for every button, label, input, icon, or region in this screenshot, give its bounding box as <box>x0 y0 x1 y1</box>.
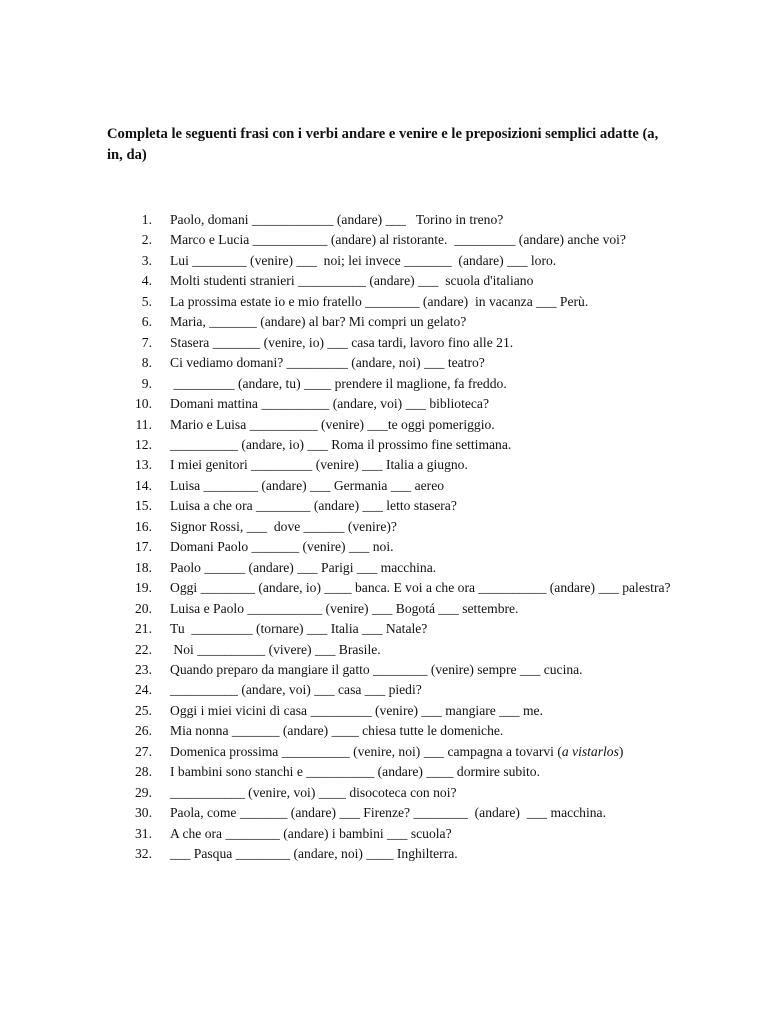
exercise-sentence-text: I bambini sono stanchi e __________ (andare) ____ dormire subito. <box>170 764 540 780</box>
exercise-number: 26. <box>135 723 152 739</box>
exercise-item <box>118 844 678 864</box>
exercise-list <box>118 210 678 865</box>
exercise-item <box>118 476 678 496</box>
exercise-sentence <box>170 558 678 578</box>
exercise-item <box>118 271 678 291</box>
exercise-item <box>118 292 678 312</box>
exercise-sentence-text: _________ (andare, tu) ____ prendere il maglione, fa freddo. <box>170 375 507 391</box>
exercise-sentence <box>170 496 678 516</box>
exercise-sentence-text: Oggi ________ (andare, io) ____ banca. E voi a che ora __________ (andare) ___ palestra? <box>170 580 671 596</box>
exercise-sentence <box>170 844 678 864</box>
exercise-sentence-text: Luisa ________ (andare) ___ Germania ___ aereo <box>170 477 445 493</box>
exercise-item <box>118 312 678 332</box>
exercise-sentence-text: Paolo, domani ____________ (andare) ___ Torino in treno? <box>170 212 504 227</box>
exercise-number: 1. <box>141 212 152 227</box>
exercise-sentence-text: Domani mattina __________ (andare, voi) ___ biblioteca? <box>170 396 489 412</box>
exercise-number: 5. <box>141 293 152 309</box>
exercise-sentence <box>170 353 678 373</box>
exercise-sentence <box>170 701 678 721</box>
exercise-item <box>118 333 678 353</box>
exercise-sentence <box>170 210 678 230</box>
exercise-sentence-end: ) <box>618 743 624 759</box>
exercise-number: 30. <box>135 805 152 821</box>
exercise-number: 19. <box>135 580 152 596</box>
exercise-number: 10. <box>135 396 152 412</box>
exercise-sentence-text: A che ora ________ (andare) i bambini ___ scuola? <box>170 825 452 841</box>
exercise-number: 13. <box>135 457 152 473</box>
exercise-sentence-text: __________ (andare, voi) ___ casa ___ piedi? <box>170 682 422 698</box>
exercise-sentence-text: Luisa e Paolo ___________ (venire) ___ Bogotá ___ settembre. <box>170 600 519 616</box>
exercise-number: 25. <box>135 702 152 718</box>
exercise-item <box>118 599 678 619</box>
exercise-sentence <box>170 374 678 394</box>
exercise-number: 11. <box>135 416 152 432</box>
exercise-sentence-text: I miei genitori _________ (venire) ___ Italia a giugno. <box>170 457 468 473</box>
exercise-item <box>118 721 678 741</box>
exercise-sentence-text: Mario e Luisa __________ (venire) ___te oggi pomeriggio. <box>170 416 495 432</box>
exercise-number: 8. <box>141 355 152 371</box>
exercise-number: 4. <box>141 273 152 289</box>
translation-hint: a vistarlos <box>561 743 619 759</box>
exercise-sentence-text: Domani Paolo _______ (venire) ___ noi. <box>170 539 394 555</box>
exercise-item <box>118 415 678 435</box>
exercise-sentence <box>170 640 678 660</box>
exercise-sentence-text: __________ (andare, io) ___ Roma il prossimo fine settimana. <box>170 436 512 452</box>
exercise-item <box>118 251 678 271</box>
exercise-sentence <box>170 680 678 700</box>
exercise-sentence <box>170 271 678 291</box>
exercise-sentence-text: Oggi i miei vicini di casa _________ (venire) ___ mangiare ___ me. <box>170 702 543 718</box>
exercise-sentence <box>170 415 678 435</box>
exercise-item <box>118 435 678 455</box>
exercise-sentence-text: Paola, come _______ (andare) ___ Firenze? ________ (andare) ___ macchina. <box>170 805 606 821</box>
exercise-sentence <box>170 312 678 332</box>
exercise-number: 15. <box>135 498 152 514</box>
exercise-item <box>118 578 678 598</box>
exercise-number: 16. <box>135 518 152 534</box>
exercise-item <box>118 783 678 803</box>
exercise-sentence-text: Domenica prossima __________ (venire, noi) ___ campagna a tovarvi ( <box>170 743 562 759</box>
exercise-sentence-text: Stasera _______ (venire, io) ___ casa tardi, lavoro fino alle 21. <box>170 334 514 350</box>
exercise-number: 17. <box>135 539 152 555</box>
exercise-sentence <box>170 803 678 823</box>
exercise-item <box>118 640 678 660</box>
exercise-item <box>118 680 678 700</box>
exercise-sentence-text: La prossima estate io e mio fratello ________ (andare) in vacanza ___ Perù. <box>170 293 589 309</box>
exercise-sentence <box>170 435 678 455</box>
exercise-number: 20. <box>135 600 152 616</box>
exercise-item <box>118 762 678 782</box>
exercise-sentence <box>170 762 678 782</box>
exercise-sentence-text: Luisa a che ora ________ (andare) ___ letto stasera? <box>170 498 457 514</box>
exercise-number: 21. <box>135 621 152 637</box>
exercise-number: 32. <box>135 846 152 862</box>
exercise-number: 27. <box>135 743 152 759</box>
exercise-number: 9. <box>141 375 152 391</box>
exercise-sentence <box>170 721 678 741</box>
exercise-sentence-text: Molti studenti stranieri __________ (andare) ___ scuola d'italiano <box>170 273 534 289</box>
exercise-sentence-text: Noi __________ (vivere) ___ Brasile. <box>170 641 381 657</box>
exercise-item <box>118 517 678 537</box>
exercise-sentence <box>170 517 678 537</box>
exercise-item <box>118 394 678 414</box>
exercise-sentence-text: ___ Pasqua ________ (andare, noi) ____ Inghilterra. <box>170 846 458 862</box>
exercise-sentence <box>170 599 678 619</box>
exercise-item <box>118 701 678 721</box>
exercise-number: 12. <box>135 436 152 452</box>
exercise-sentence <box>170 783 678 803</box>
exercise-item <box>118 374 678 394</box>
exercise-number: 7. <box>141 334 152 350</box>
exercise-item <box>118 824 678 844</box>
exercise-sentence <box>170 251 678 271</box>
exercise-number: 14. <box>135 477 152 493</box>
exercise-item <box>118 558 678 578</box>
exercise-sentence-text: ___________ (venire, voi) ____ disocoteca con noi? <box>170 784 457 800</box>
exercise-sentence <box>170 619 678 639</box>
exercise-sentence-text: Mia nonna _______ (andare) ____ chiesa tutte le domeniche. <box>170 723 504 739</box>
exercise-sentence <box>170 292 678 312</box>
exercise-sentence-text: Quando preparo da mangiare il gatto ________ (venire) sempre ___ cucina. <box>170 661 583 677</box>
exercise-instructions: Completa le seguenti frasi con i verbi andare e venire e le preposizioni semplici adatte (a, in, da) <box>107 126 659 163</box>
exercise-item <box>118 660 678 680</box>
exercise-sentence-text: Lui ________ (venire) ___ noi; lei invece _______ (andare) ___ loro. <box>170 252 557 268</box>
exercise-sentence <box>170 476 678 496</box>
exercise-sentence <box>170 394 678 414</box>
exercise-sentence <box>170 333 678 353</box>
exercise-item <box>118 353 678 373</box>
exercise-item <box>118 742 678 762</box>
exercise-number: 28. <box>135 764 152 780</box>
exercise-sentence-text: Tu _________ (tornare) ___ Italia ___ Natale? <box>170 621 428 637</box>
exercise-number: 29. <box>135 784 152 800</box>
exercise-number: 3. <box>141 252 152 268</box>
exercise-sentence <box>170 578 678 598</box>
exercise-sentence <box>170 742 678 762</box>
exercise-sentence-text: Paolo ______ (andare) ___ Parigi ___ macchina. <box>170 559 437 575</box>
exercise-sentence <box>170 455 678 475</box>
exercise-number: 18. <box>135 559 152 575</box>
exercise-sentence-text: Signor Rossi, ___ dove ______ (venire)? <box>170 518 397 534</box>
exercise-number: 23. <box>135 661 152 677</box>
exercise-item <box>118 455 678 475</box>
exercise-sentence-text: Maria, _______ (andare) al bar? Mi compri un gelato? <box>170 314 467 330</box>
exercise-item <box>118 803 678 823</box>
exercise-item <box>118 230 678 250</box>
exercise-number: 2. <box>141 232 152 248</box>
exercise-item <box>118 210 678 230</box>
exercise-item <box>118 537 678 557</box>
exercise-number: 6. <box>141 314 152 330</box>
exercise-number: 24. <box>135 682 152 698</box>
exercise-number: 31. <box>135 825 152 841</box>
exercise-item <box>118 619 678 639</box>
exercise-sentence <box>170 824 678 844</box>
exercise-sentence <box>170 660 678 680</box>
exercise-sentence-text: Ci vediamo domani? _________ (andare, noi) ___ teatro? <box>170 355 485 371</box>
exercise-item <box>118 496 678 516</box>
exercise-sentence <box>170 537 678 557</box>
exercise-sentence-text: Marco e Lucia ___________ (andare) al ristorante. _________ (andare) anche voi? <box>170 232 626 248</box>
exercise-number: 22. <box>135 641 152 657</box>
exercise-sentence <box>170 230 678 250</box>
